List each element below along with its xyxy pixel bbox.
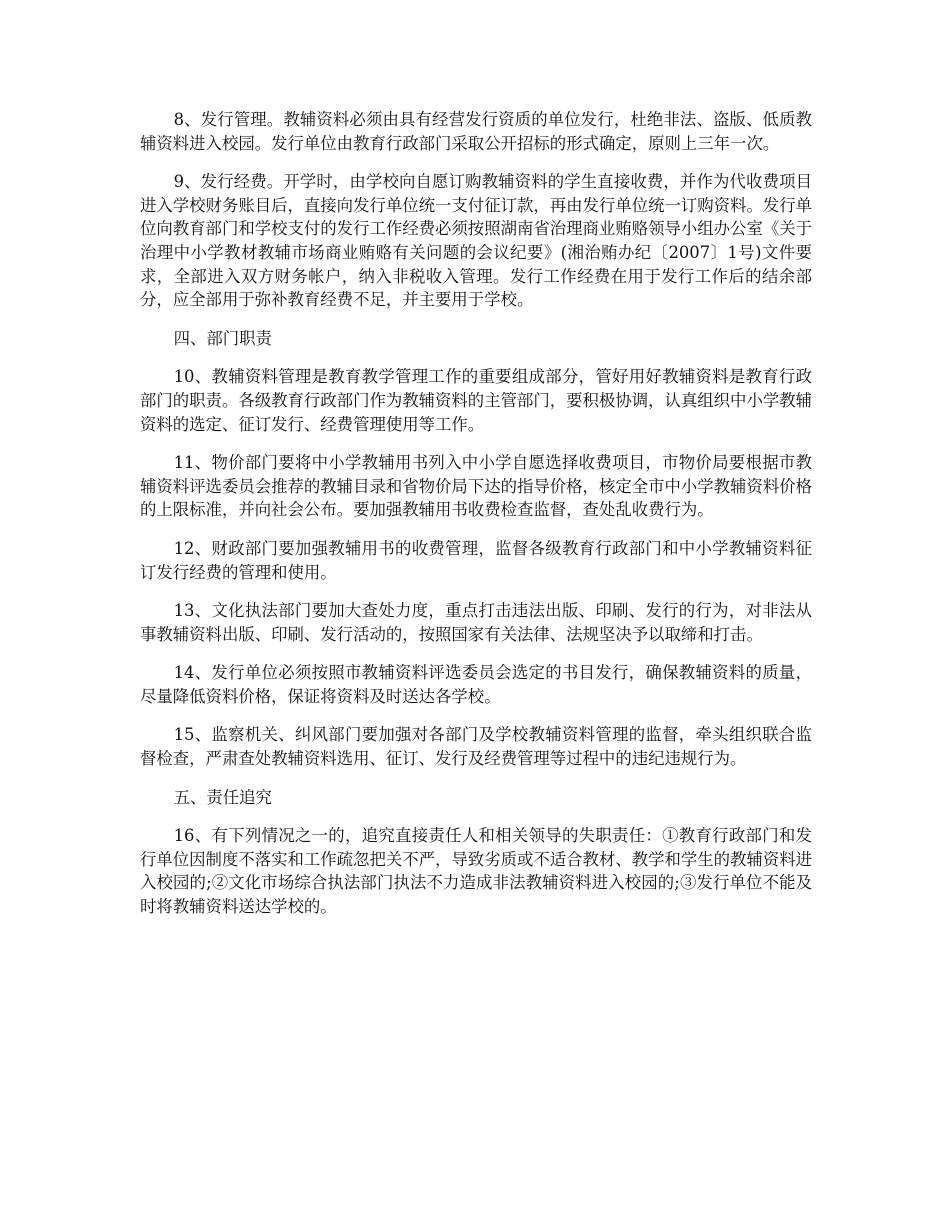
section-heading-accountability: 五、责任追究: [173, 787, 272, 807]
paragraph-accountability-cases: 16、有下列情况之一的，追究直接责任人和相关领导的失职责任：①教育行政部门和发行单位因制度不落实和工作疏忽把关不严，导致劣质或不适合教材、教学和学生的教辅资料进入校园的;②文化市场综合执法部门执法不力造成非法教辅资料进入校园的;③发行单位不能及时将教辅资料送达学校的。: [140, 826, 813, 917]
document-body: [140, 108, 812, 934]
paragraph-issuance-management: 8、发行管理。教辅资料必须由具有经营发行资质的单位发行，杜绝非法、盗版、低质教辅资料进入校园。发行单位由教育行政部门采取公开招标的形式确定，原则上三年一次。: [140, 110, 812, 153]
paragraph-issuance-funding: 9、发行经费。开学时，由学校向自愿订购教辅资料的学生直接收费，并作为代收费项目进入学校财务账目后，直接向发行单位统一支付征订款，再由发行单位统一订购资料。发行单位向教育部门和学校支付的发行工作经费必须按照湖南省治理商业贿赂领导小组办公室《关于治理中小学教材教辅市场商业贿赂有关问题的会议纪要》(湘治贿办纪〔2007〕1号)文件要求，全部进入双方财务帐户，纳入非税收入管理。发行工作经费在用于发行工作后的结余部分，应全部用于弥补教育经费不足，并主要用于学校。: [140, 172, 813, 310]
paragraph-price-department: 11、物价部门要将中小学教辅用书列入中小学自愿选择收费项目，市物价局要根据市教辅资料评选委员会推荐的教辅目录和省物价局下达的指导价格，核定全市中小学教辅资料价格的上限标准，并向社会公布。要加强教辅用书收费检查监督，查处乱收费行为。: [140, 453, 813, 520]
paragraph-issuing-units: 14、发行单位必须按照市教辅资料评选委员会选定的书目发行，确保教辅资料的质量，尽量降低资料价格，保证将资料及时送达各学校。: [140, 663, 812, 706]
section-heading-department-duties: 四、部门职责: [173, 328, 272, 348]
paragraph-education-department: 10、教辅资料管理是教育教学管理工作的重要组成部分，管好用好教辅资料是教育行政部门的职责。各级教育行政部门作为教辅资料的主管部门，要积极协调，认真组织中小学教辅资料的选定、征订发行、经费管理使用等工作。: [140, 367, 813, 434]
paragraph-supervision: 15、监察机关、纠风部门要加强对各部门及学校教辅资料管理的监督，牵头组织联合监督检查，严肃查处教辅资料选用、征订、发行及经费管理等过程中的违纪违规行为。: [140, 725, 812, 769]
paragraph-finance-department: 12、财政部门要加强教辅用书的收费管理，监督各级教育行政部门和中小学教辅资料征订发行经费的管理和使用。: [140, 538, 812, 582]
paragraph-culture-enforcement: 13、文化执法部门要加大查处力度，重点打击违法出版、印刷、发行的行为，对非法从事教辅资料出版、印刷、发行活动的，按照国家有关法律、法规坚决予以取缔和打击。: [140, 601, 812, 644]
